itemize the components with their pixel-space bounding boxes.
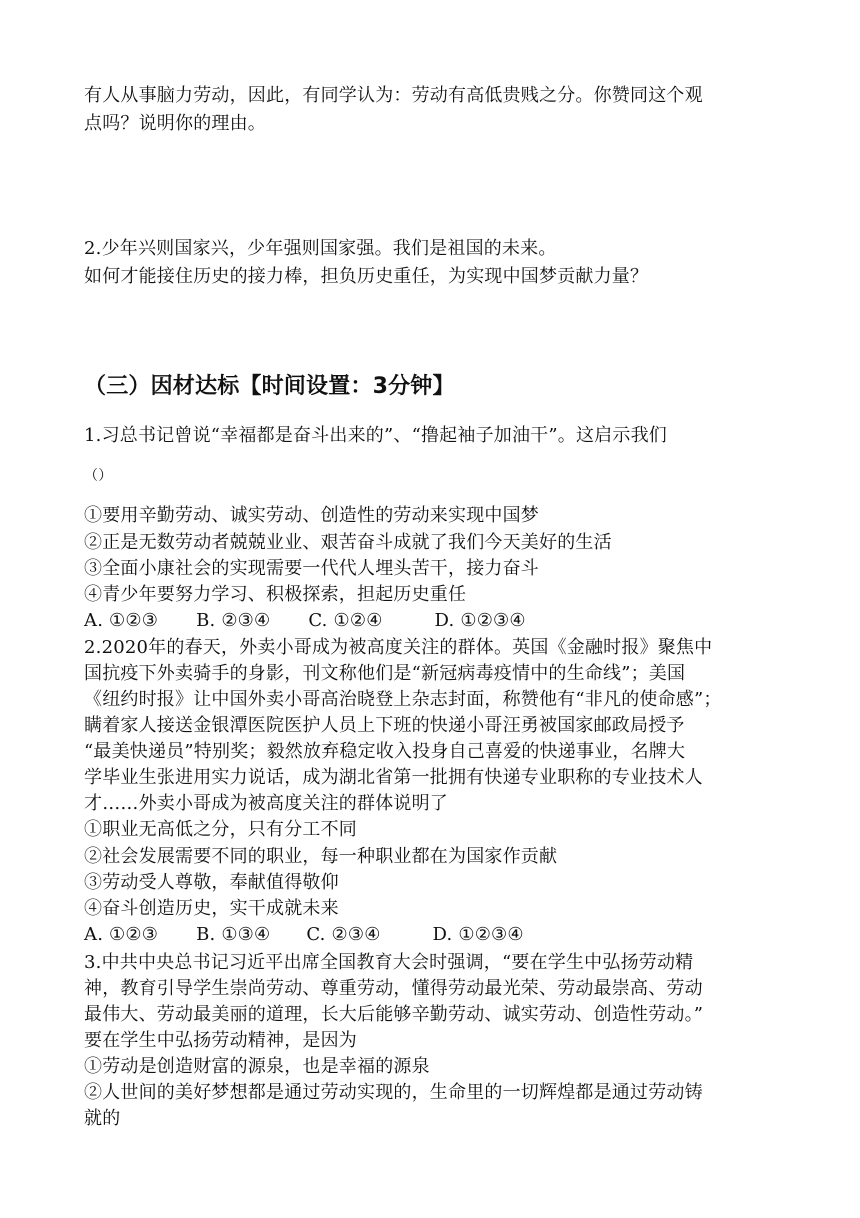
- mc1-options: [84, 609, 526, 633]
- mc2-options: [84, 923, 524, 947]
- mc2-stem: 瞒着家人接送金银潭医院医护人员上下班的快递小哥汪勇被国家邮政局授予: [84, 715, 685, 736]
- mc2-stem: 才……外卖小哥成为被高度关注的群体说明了: [84, 793, 448, 814]
- option-c: C. ①②④: [308, 610, 383, 631]
- mc2-stem: “最美快递员”特别奖；毅然放弃稳定收入投身自己喜爱的快递事业，名牌大: [84, 741, 686, 762]
- option-b: B. ②③④: [196, 610, 271, 631]
- section-heading: （三）因材达标【时间设置：3分钟】: [84, 374, 455, 399]
- mc2-item: ①职业无高低之分，只有分工不同: [84, 819, 357, 840]
- mc2-stem: 2.2020年的春天，外卖小哥成为被高度关注的群体。英国《金融时报》聚焦中: [84, 637, 713, 658]
- intro-line: 点吗？说明你的理由。: [84, 113, 266, 134]
- mc2-stem: 学毕业生张进用实力说话，成为湖北省第一批拥有快递专业职称的专业技术人: [84, 767, 703, 788]
- mc1-item: ④青少年要努力学习、积极探索，担起历史重任: [84, 584, 467, 605]
- intro-line: 有人从事脑力劳动，因此，有同学认为：劳动有高低贵贱之分。你赞同这个观: [84, 85, 703, 106]
- question-2-line: 2.少年兴则国家兴，少年强则国家强。我们是祖国的未来。: [84, 238, 557, 259]
- mc2-item: ④奋斗创造历史，实干成就未来: [84, 898, 339, 919]
- mc3-stem: 3.中共中央总书记习近平出席全国教育大会时强调，“要在学生中弘扬劳动精: [84, 952, 694, 973]
- mc2-item: ②社会发展需要不同的职业，每一种职业都在为国家作贡献: [84, 846, 558, 867]
- mc1-answer-blank: （）: [84, 468, 113, 484]
- mc2-stem: 《纽约时报》让中国外卖小哥高治晓登上杂志封面，称赞他有“非凡的使命感”；: [84, 689, 722, 710]
- option-d: D. ①②③④: [434, 610, 526, 631]
- option-a: A. ①②③: [84, 924, 159, 945]
- option-c: C. ②③④: [306, 924, 381, 945]
- mc3-stem: 最伟大、劳动最美丽的道理，长大后能够辛勤劳动、诚实劳动、创造性劳动。”: [84, 1004, 704, 1025]
- mc2-item: ③劳动受人尊敬，奉献值得敬仰: [84, 872, 339, 893]
- mc2-stem: 国抗疫下外卖骑手的身影，刊文称他们是“新冠病毒疫情中的生命线”；美国: [84, 663, 686, 684]
- mc3-stem: 神，教育引导学生崇尚劳动、尊重劳动，懂得劳动最光荣、劳动最崇高、劳动: [84, 978, 703, 999]
- mc1-stem: 1.习总书记曾说“幸福都是奋斗出来的”、“撸起袖子加油干”。这启示我们: [84, 425, 667, 446]
- mc3-item: 就的: [84, 1108, 121, 1129]
- option-b: B. ①③④: [196, 924, 271, 945]
- mc3-stem: 要在学生中弘扬劳动精神，是因为: [84, 1030, 357, 1051]
- mc3-item: ①劳动是创造财富的源泉，也是幸福的源泉: [84, 1056, 430, 1077]
- option-a: A. ①②③: [84, 610, 159, 631]
- question-2-line: 如何才能接住历史的接力棒，担负历史重任，为实现中国梦贡献力量？: [84, 266, 649, 287]
- mc1-item: ③全面小康社会的实现需要一代代人埋头苦干，接力奋斗: [84, 558, 539, 579]
- mc1-item: ①要用辛勤劳动、诚实劳动、创造性的劳动来实现中国梦: [84, 505, 539, 526]
- mc3-item: ②人世间的美好梦想都是通过劳动实现的，生命里的一切辉煌都是通过劳动铸: [84, 1082, 703, 1103]
- option-d: D. ①②③④: [432, 924, 524, 945]
- mc1-item: ②正是无数劳动者兢兢业业、艰苦奋斗成就了我们今天美好的生活: [84, 532, 612, 553]
